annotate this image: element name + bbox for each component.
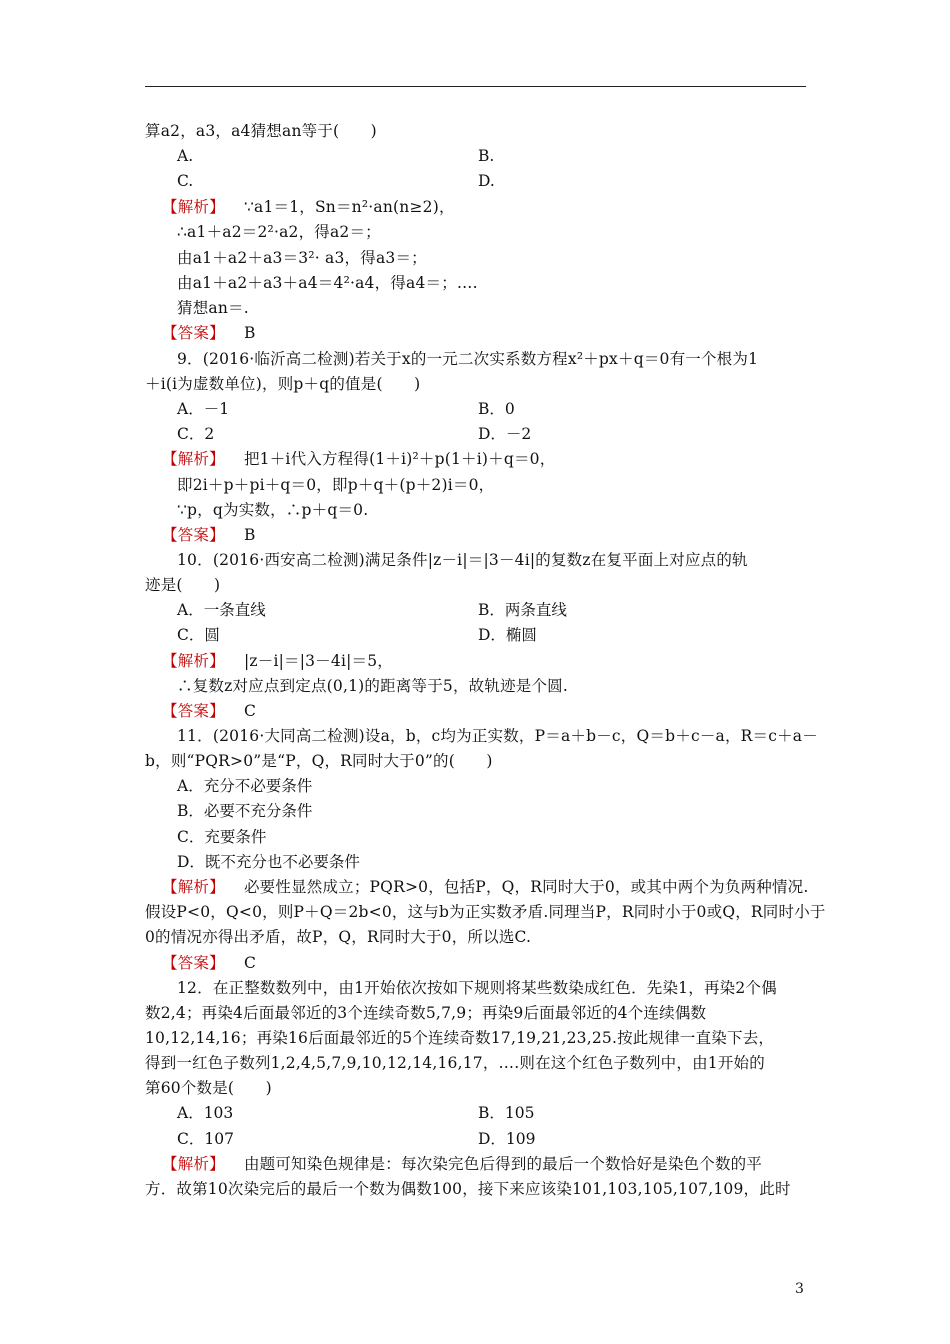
q11-analysis-text-1: 必要性显然成立；PQR>0，包括P，Q，R同时大于0，或其中两个为负两种情况. — [243, 878, 809, 896]
q9-analysis-text-1: 把1＋i代入方程得(1＋i)²＋p(1＋i)＋q＝0， — [243, 450, 556, 468]
q8-analysis-line-3: 由a1＋a2＋a3＝3²· a3，得a3＝； — [177, 249, 427, 267]
header-rule — [145, 86, 806, 87]
q8-analysis-line-1 — [162, 197, 455, 217]
q11-answer-line — [162, 953, 256, 973]
q10-option-c: C．圆 — [177, 626, 220, 644]
analysis-tag: 【解析】 — [162, 450, 225, 468]
answer-tag: 【答案】 — [162, 324, 225, 342]
q12-analysis-line-1 — [162, 1154, 762, 1174]
q11-stem-line-2: b，则“PQR>0”是“P，Q，R同时大于0”的( ) — [145, 752, 493, 770]
q8-analysis-line-4: 由a1＋a2＋a3＋a4＝4²·a4，得a4＝；…. — [177, 274, 478, 292]
q12-stem-line-4: 得到一红色子数列1,2,4,5,7,9,10,12,14,16,17，….则在这个红色子数列中，由1开始的 — [145, 1054, 765, 1072]
q12-analysis-text-1: 由题可知染色规律是：每次染完色后得到的最后一个数恰好是染色个数的平 — [243, 1155, 763, 1173]
q10-answer: C — [243, 702, 257, 720]
q8-option-a: A. — [177, 147, 194, 165]
q10-analysis-line-1 — [162, 651, 393, 671]
q8-analysis-line-5: 猜想an＝. — [177, 299, 249, 317]
q11-stem-line-1: 11．(2016·大同高二检测)设a，b，c均为正实数，P＝a＋b－c，Q＝b＋c－a，R＝c＋a－ — [177, 727, 818, 745]
q12-stem-line-3: 10,12,14,16；再染16后面最邻近的5个连续奇数17,19,21,23,25.按此规律一直染下去， — [145, 1029, 775, 1047]
q10-stem-line-2: 迹是( ) — [145, 576, 221, 594]
q10-answer-line — [162, 701, 256, 721]
q8-option-c: C. — [177, 172, 194, 190]
q8-answer: B — [243, 324, 256, 342]
q12-stem-line-5: 第60个数是( ) — [145, 1079, 272, 1097]
q12-option-c: C．107 — [177, 1130, 234, 1148]
answer-tag: 【答案】 — [162, 954, 225, 972]
q9-answer: B — [243, 526, 256, 544]
q8-answer-line — [162, 323, 256, 343]
q12-stem-line-2: 数2,4；再染4后面最邻近的3个连续奇数5,7,9；再染9后面最邻近的4个连续偶数 — [145, 1004, 707, 1022]
q11-option-c: C．充要条件 — [177, 828, 267, 846]
analysis-tag: 【解析】 — [162, 1155, 225, 1173]
answer-tag: 【答案】 — [162, 526, 225, 544]
q9-answer-line — [162, 525, 256, 545]
q10-stem-line-1: 10．(2016·西安高二检测)满足条件|z－i|＝|3－4i|的复数z在复平面上对应点的轨 — [177, 551, 748, 569]
page-number: 3 — [795, 1281, 804, 1297]
q9-stem-line-1: 9．(2016·临沂高二检测)若关于x的一元二次实系数方程x²＋px＋q＝0有一个根为1 — [177, 350, 759, 368]
answer-tag: 【答案】 — [162, 702, 225, 720]
analysis-tag: 【解析】 — [162, 878, 225, 896]
q9-analysis-line-3: ∵p，q为实数，∴p＋q＝0. — [177, 501, 369, 519]
q12-option-d: D．109 — [478, 1130, 536, 1148]
q12-stem-line-1: 12．在正整数数列中，由1开始依次按如下规则将某些数染成红色．先染1，再染2个偶 — [177, 979, 777, 997]
q9-stem-line-2: ＋i(i为虚数单位)，则p＋q的值是( ) — [145, 375, 421, 393]
analysis-tag: 【解析】 — [162, 198, 225, 216]
q10-analysis-text-1: |z－i|＝|3－4i|＝5， — [243, 652, 394, 670]
q9-analysis-line-1 — [162, 449, 555, 469]
q10-analysis-line-2: ∴复数z对应点到定点(0,1)的距离等于5，故轨迹是个圆. — [177, 677, 569, 695]
q11-answer: C — [243, 954, 257, 972]
q11-analysis-line-2: 假设P<0，Q<0，则P＋Q＝2b<0，这与b为正实数矛盾.同理当P，R同时小于0或Q，R同时小于 — [145, 903, 826, 921]
q12-analysis-line-2: 方．故第10次染完后的最后一个数为偶数100，接下来应该染101,103,105,107,109，此时 — [145, 1180, 791, 1198]
q9-option-b: B．0 — [478, 400, 515, 418]
q9-option-a: A．－1 — [177, 400, 230, 418]
q10-option-a: A．一条直线 — [177, 601, 266, 619]
q8-option-b: B. — [478, 147, 495, 165]
q12-option-b: B．105 — [478, 1104, 535, 1122]
q8-analysis-text-1: ∵a1＝1，Sn＝n²·an(n≥2)， — [243, 198, 455, 216]
q10-option-b: B．两条直线 — [478, 601, 567, 619]
q8-option-d: D. — [478, 172, 495, 190]
analysis-tag: 【解析】 — [162, 652, 225, 670]
q11-option-d: D．既不充分也不必要条件 — [177, 853, 360, 871]
q10-option-d: D．椭圆 — [478, 626, 537, 644]
q8-analysis-line-2: ∴a1＋a2＝2²·a2，得a2＝； — [177, 223, 381, 241]
q8-stem-tail: 算a2，a3，a4猜想an等于( ) — [145, 122, 377, 140]
q11-option-a: A．充分不必要条件 — [177, 777, 313, 795]
q11-analysis-line-1 — [162, 877, 809, 897]
q9-option-c: C．2 — [177, 425, 215, 443]
q12-option-a: A．103 — [177, 1104, 234, 1122]
q9-option-d: D．－2 — [478, 425, 532, 443]
q9-analysis-line-2: 即2i＋p＋pi＋q＝0，即p＋q＋(p＋2)i＝0， — [177, 476, 495, 494]
q11-option-b: B．必要不充分条件 — [177, 802, 313, 820]
q11-analysis-line-3: 0的情况亦得出矛盾，故P，Q，R同时大于0，所以选C. — [145, 928, 532, 946]
